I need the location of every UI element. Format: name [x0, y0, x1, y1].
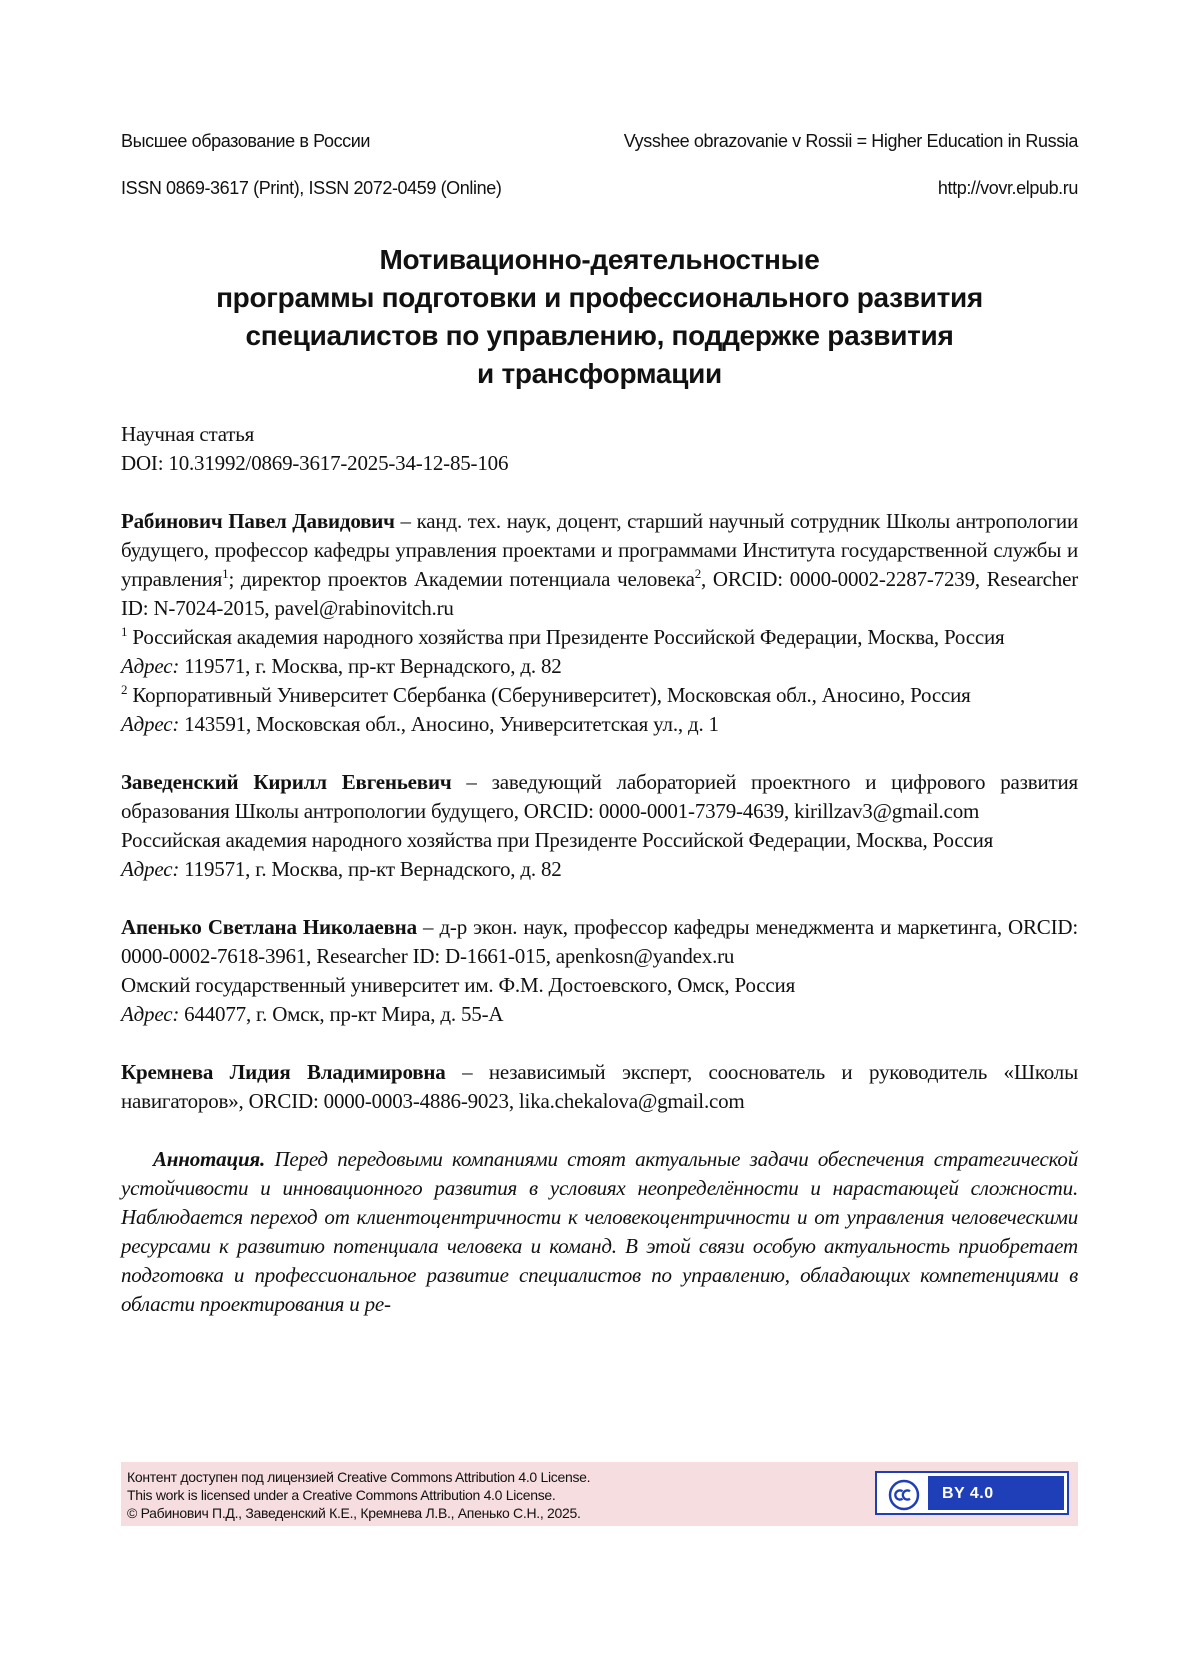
article-title — [121, 241, 1078, 393]
address — [121, 855, 1078, 884]
address — [121, 1000, 1078, 1029]
issn: ISSN 0869-3617 (Print), ISSN 2072-0459 (Online) — [121, 178, 502, 198]
journal-title-en: Vysshee obrazovanie v Rossii = Higher Education in Russia — [623, 131, 1078, 151]
author-bio — [121, 913, 1078, 971]
journal-url[interactable]: http://vovr.elpub.ru — [937, 178, 1078, 198]
author-block-2 — [121, 768, 1078, 884]
journal-title-ru: Высшее образование в России — [121, 131, 371, 151]
author-desc: – канд. тех. наук, доцент, старший научный сотрудник Школы антропологии будущего, профессор кафедры управления проектами и программами Института государственной службы и управления — [121, 509, 1078, 591]
footnote-mark: 2 — [694, 566, 702, 581]
author-block-3 — [121, 913, 1078, 1029]
author-desc: – независимый эксперт, сооснователь и руководитель «Школы навигаторов», ORCID: 0000-0003-4886-9023, lika.chekalova@gmail.com — [121, 1060, 1078, 1113]
creative-commons-icon — [886, 1479, 922, 1511]
footnote-mark: 2 — [121, 682, 128, 697]
author-bio — [121, 507, 1078, 623]
author-block-1 — [121, 507, 1078, 739]
license-line-ru: Контент доступен под лицензией Creative Commons Attribution 4.0 License. — [127, 1469, 591, 1485]
footnote-mark: 1 — [222, 566, 229, 581]
copyright-line: © Рабинович П.Д., Заведенский К.Е., Кремнева Л.В., Апенько С.Н., 2025. — [127, 1505, 581, 1521]
address-label: Адрес: — [121, 857, 180, 881]
license-band — [121, 1462, 1078, 1526]
title-line: Мотивационно-деятельностные — [379, 244, 820, 275]
address-text: 119571, г. Москва, пр-кт Вернадского, д. 82 — [179, 857, 562, 881]
article-body — [121, 420, 1078, 1319]
author-bio — [121, 1058, 1078, 1116]
author-name: Апенько Светлана Николаевна — [121, 915, 417, 939]
address — [121, 710, 1078, 739]
doi[interactable]: DOI: 10.31992/0869-3617-2025-34-12-85-106 — [121, 451, 509, 475]
address-label: Адрес: — [121, 1002, 180, 1026]
address-text: 143591, Московская обл., Аносино, Университетская ул., д. 1 — [179, 712, 719, 736]
title-line: программы подготовки и профессионального развития — [216, 282, 983, 313]
author-bio — [121, 768, 1078, 826]
address-text: 644077, г. Омск, пр-кт Мира, д. 55-А — [179, 1002, 504, 1026]
abstract-text: Перед передовыми компаниями стоят актуальные задачи обеспечения стратегической устойчивости и инновационного развития в условиях неопределённости и нарастающей сложности. Наблюдается переход от клиентоцентричности к человекоцентричности и от управления человеческими ресурсами к развитию потенциала человека и команд. В этой связи особую актуальность приобретает подготовка и профессиональное развитие специалистов по управлению, обладающих компетенциями в области проектирования и ре- — [121, 1147, 1078, 1316]
footnote-mark: 1 — [121, 624, 128, 639]
license-text — [127, 1468, 590, 1522]
address-text: 119571, г. Москва, пр-кт Вернадского, д. 82 — [179, 654, 562, 678]
author-desc: – д-р экон. наук, профессор кафедры менеджмента и маркетинга, ORCID: 0000-0002-7618-3961, Researcher ID: D-1661-015, apenkosn@yandex.ru — [121, 915, 1078, 968]
cc-by-badge[interactable] — [875, 1471, 1069, 1515]
author-desc: , ORCID: 0000-0002-2287-7239, Researcher ID: N-7024-2015, pavel@rabinovitch.ru — [121, 567, 1079, 620]
cc-badge-logo-area — [880, 1476, 928, 1510]
affiliation — [121, 623, 1078, 652]
author-block-4 — [121, 1058, 1078, 1116]
article-type: Научная статья — [121, 422, 255, 446]
author-desc: – заведующий лабораторией проектного и цифрового развития образования Школы антропологии будущего, ORCID: 0000-0001-7379-4639, kirillzav3@gmail.com — [121, 770, 1078, 823]
cc-badge-bar — [880, 1476, 1064, 1510]
address-label: Адрес: — [121, 712, 180, 736]
author-desc: ; директор проектов Академии потенциала человека — [228, 567, 695, 591]
author-name: Кремнева Лидия Владимировна — [121, 1060, 446, 1084]
author-name: Заведенский Кирилл Евгеньевич — [121, 770, 452, 794]
license-line-en: This work is licensed under a Creative Commons Attribution 4.0 License. — [127, 1487, 556, 1503]
abstract-label: Аннотация. — [153, 1147, 266, 1171]
affiliation — [121, 681, 1078, 710]
affiliation-org: Российская академия народного хозяйства при Президенте Российской Федерации, Москва, Россия — [127, 625, 1005, 649]
title-line: специалистов по управлению, поддержке развития — [245, 320, 954, 351]
address — [121, 652, 1078, 681]
author-name: Рабинович Павел Давидович — [121, 509, 395, 533]
abstract — [121, 1145, 1078, 1319]
affiliation: Омский государственный университет им. Ф.М. Достоевского, Омск, Россия — [121, 973, 796, 997]
cc-badge-label: BY 4.0 — [942, 1485, 994, 1502]
affiliation: Российская академия народного хозяйства при Президенте Российской Федерации, Москва, Россия — [121, 828, 994, 852]
affiliation-org: Корпоративный Университет Сбербанка (Сберуниверситет), Московская обл., Аносино, Россия — [127, 683, 971, 707]
address-label: Адрес: — [121, 654, 180, 678]
title-line: и трансформации — [477, 358, 722, 389]
